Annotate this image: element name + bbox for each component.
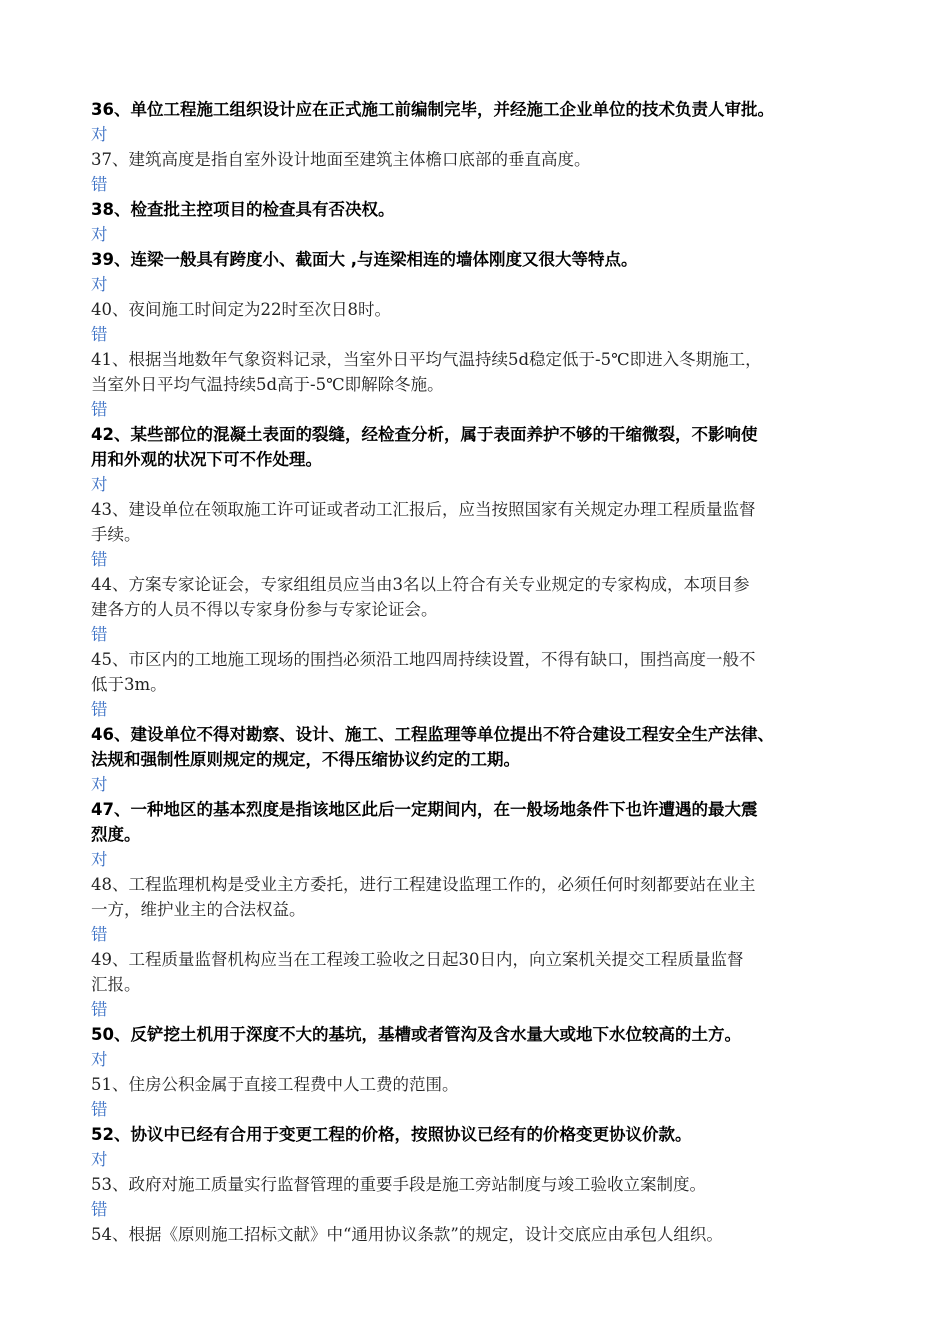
question-item (91, 797, 881, 872)
question-text: 43、建设单位在领取施工许可证或者动工汇报后，应当按照国家有关规定办理工程质量监督 (91, 500, 756, 519)
question-item (91, 872, 881, 947)
question-item (91, 422, 881, 497)
question-text: 48、工程监理机构是受业主方委托，进行工程建设监理工作的，必须任何时刻都要站在业主 (91, 875, 756, 894)
question-text: 50、反铲挖土机用于深度不大的基坑，基槽或者管沟及含水量大或地下水位较高的土方。 (91, 1025, 741, 1044)
question-item (91, 1172, 881, 1222)
question-item (91, 197, 881, 247)
question-item (91, 297, 881, 347)
question-text: 47、一种地区的基本烈度是指该地区此后一定期间内，在一般场地条件下也许遭遇的最大震 (91, 800, 758, 819)
question-text: 46、建设单位不得对勘察、设计、施工、工程监理等单位提出不符合建设工程安全生产法律、 (91, 725, 774, 744)
question-text: 低于3m。 (91, 675, 167, 694)
question-item (91, 1222, 881, 1247)
answer-text: 错 (91, 400, 108, 419)
answer-text: 错 (91, 1200, 108, 1219)
question-text: 汇报。 (91, 975, 141, 994)
answer-text: 对 (91, 275, 108, 294)
question-item (91, 147, 881, 197)
answer-text: 错 (91, 175, 108, 194)
answer-text: 对 (91, 775, 108, 794)
answer-text: 对 (91, 475, 108, 494)
question-text: 手续。 (91, 525, 141, 544)
question-item (91, 347, 881, 422)
answer-text: 错 (91, 1000, 108, 1019)
question-text: 用和外观的状况下可不作处理。 (91, 450, 322, 469)
question-item (91, 247, 881, 297)
question-text: 42、某些部位的混凝土表面的裂缝，经检查分析，属于表面养护不够的干缩微裂，不影响使 (91, 425, 758, 444)
answer-text: 对 (91, 125, 108, 144)
question-item (91, 572, 881, 647)
question-text: 烈度。 (91, 825, 141, 844)
question-text: 53、政府对施工质量实行监督管理的重要手段是施工旁站制度与竣工验收立案制度。 (91, 1175, 706, 1194)
question-item (91, 497, 881, 572)
question-text: 36、单位工程施工组织设计应在正式施工前编制完毕，并经施工企业单位的技术负责人审批。 (91, 100, 774, 119)
answer-text: 错 (91, 1100, 108, 1119)
question-text: 52、协议中已经有合用于变更工程的价格，按照协议已经有的价格变更协议价款。 (91, 1125, 692, 1144)
question-text: 45、市区内的工地施工现场的围挡必须沿工地四周持续设置，不得有缺口，围挡高度一般不 (91, 650, 756, 669)
question-text: 一方，维护业主的合法权益。 (91, 900, 306, 919)
question-item (91, 97, 881, 147)
answer-text: 对 (91, 1050, 108, 1069)
question-text: 40、夜间施工时间定为22时至次日8时。 (91, 300, 391, 319)
question-text: 当室外日平均气温持续5d高于-5℃即解除冬施。 (91, 375, 444, 394)
question-text: 49、工程质量监督机构应当在工程竣工验收之日起30日内，向立案机关提交工程质量监督 (91, 950, 744, 969)
answer-text: 错 (91, 550, 108, 569)
question-item (91, 1072, 881, 1122)
answer-text: 对 (91, 850, 108, 869)
answer-text: 错 (91, 700, 108, 719)
document-body (91, 97, 881, 1247)
question-item (91, 647, 881, 722)
answer-text: 错 (91, 925, 108, 944)
question-item (91, 1022, 881, 1072)
answer-text: 对 (91, 225, 108, 244)
question-item (91, 947, 881, 1022)
question-item (91, 1122, 881, 1172)
answer-text: 错 (91, 625, 108, 644)
answer-text: 对 (91, 1150, 108, 1169)
question-item (91, 722, 881, 797)
question-text: 44、方案专家论证会，专家组组员应当由3名以上符合有关专业规定的专家构成，本项目参 (91, 575, 750, 594)
answer-text: 错 (91, 325, 108, 344)
question-text: 51、住房公积金属于直接工程费中人工费的范围。 (91, 1075, 459, 1094)
question-text: 54、根据《原则施工招标文献》中“通用协议条款”的规定，设计交底应由承包人组织。 (91, 1225, 723, 1244)
question-text: 37、建筑高度是指自室外设计地面至建筑主体檐口底部的垂直高度。 (91, 150, 591, 169)
question-text: 39、连梁一般具有跨度小、截面大 ,与连梁相连的墙体刚度又很大等特点。 (91, 250, 638, 269)
question-text: 38、检查批主控项目的检查具有否决权。 (91, 200, 395, 219)
question-text: 建各方的人员不得以专家身份参与专家论证会。 (91, 600, 438, 619)
question-text: 41、根据当地数年气象资料记录，当室外日平均气温持续5d稳定低于-5℃即进入冬期施工， (91, 350, 762, 369)
question-text: 法规和强制性原则规定的规定，不得压缩协议约定的工期。 (91, 750, 520, 769)
